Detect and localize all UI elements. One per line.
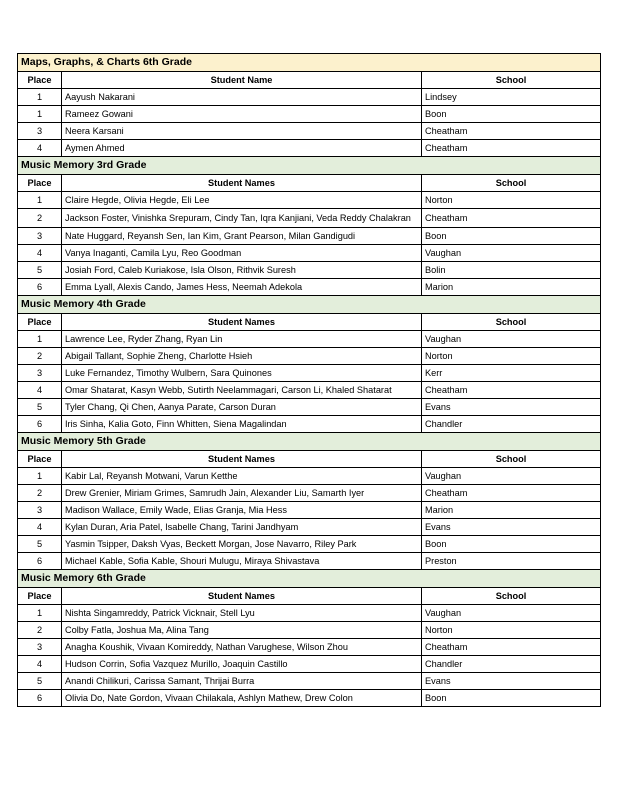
table-row bbox=[18, 485, 601, 502]
results-table bbox=[17, 53, 601, 707]
header-place: Place bbox=[18, 314, 62, 331]
place-cell: 3 bbox=[18, 228, 62, 245]
header-place: Place bbox=[18, 72, 62, 89]
place-cell: 2 bbox=[18, 209, 62, 228]
school-cell: Evans bbox=[422, 519, 601, 536]
school-cell: Boon bbox=[422, 228, 601, 245]
section-title: Music Memory 3rd Grade bbox=[18, 157, 601, 175]
place-cell: 5 bbox=[18, 262, 62, 279]
place-cell: 4 bbox=[18, 140, 62, 157]
table-row bbox=[18, 690, 601, 707]
student-names-cell: Rameez Gowani bbox=[62, 106, 422, 123]
table-row bbox=[18, 399, 601, 416]
place-cell: 6 bbox=[18, 416, 62, 433]
student-names-cell: Olivia Do, Nate Gordon, Vivaan Chilakala, Ashlyn Mathew, Drew Colon bbox=[62, 690, 422, 707]
place-cell: 1 bbox=[18, 331, 62, 348]
column-header-row bbox=[18, 72, 601, 89]
place-cell: 2 bbox=[18, 348, 62, 365]
header-student-names: Student Names bbox=[62, 588, 422, 605]
header-place: Place bbox=[18, 451, 62, 468]
place-cell: 1 bbox=[18, 106, 62, 123]
place-cell: 3 bbox=[18, 365, 62, 382]
school-cell: Vaughan bbox=[422, 468, 601, 485]
table-row bbox=[18, 262, 601, 279]
section-title-row bbox=[18, 570, 601, 588]
table-row bbox=[18, 519, 601, 536]
student-names-cell: Aayush Nakarani bbox=[62, 89, 422, 106]
student-names-cell: Luke Fernandez, Timothy Wulbern, Sara Quinones bbox=[62, 365, 422, 382]
section-title-row bbox=[18, 157, 601, 175]
table-row bbox=[18, 365, 601, 382]
table-row bbox=[18, 228, 601, 245]
school-cell: Vaughan bbox=[422, 605, 601, 622]
student-names-cell: Hudson Corrin, Sofia Vazquez Murillo, Joaquin Castillo bbox=[62, 656, 422, 673]
table-row bbox=[18, 140, 601, 157]
place-cell: 4 bbox=[18, 382, 62, 399]
student-names-cell: Aymen Ahmed bbox=[62, 140, 422, 157]
school-cell: Boon bbox=[422, 536, 601, 553]
student-names-cell: Vanya Inaganti, Camila Lyu, Reo Goodman bbox=[62, 245, 422, 262]
place-cell: 4 bbox=[18, 519, 62, 536]
table-row bbox=[18, 622, 601, 639]
header-school: School bbox=[422, 314, 601, 331]
table-row bbox=[18, 123, 601, 140]
section-title: Music Memory 4th Grade bbox=[18, 296, 601, 314]
place-cell: 5 bbox=[18, 536, 62, 553]
student-names-cell: Kabir Lal, Reyansh Motwani, Varun Ketthe bbox=[62, 468, 422, 485]
school-cell: Cheatham bbox=[422, 209, 601, 228]
student-names-cell: Kylan Duran, Aria Patel, Isabelle Chang, Tarini Jandhyam bbox=[62, 519, 422, 536]
header-school: School bbox=[422, 588, 601, 605]
place-cell: 1 bbox=[18, 89, 62, 106]
place-cell: 1 bbox=[18, 605, 62, 622]
student-names-cell: Yasmin Tsipper, Daksh Vyas, Beckett Morgan, Jose Navarro, Riley Park bbox=[62, 536, 422, 553]
column-header-row bbox=[18, 314, 601, 331]
place-cell: 2 bbox=[18, 485, 62, 502]
school-cell: Cheatham bbox=[422, 123, 601, 140]
table-row bbox=[18, 605, 601, 622]
place-cell: 2 bbox=[18, 622, 62, 639]
student-names-cell: Madison Wallace, Emily Wade, Elias Granja, Mia Hess bbox=[62, 502, 422, 519]
student-names-cell: Omar Shatarat, Kasyn Webb, Sutirth Neelammagari, Carson Li, Khaled Shatarat bbox=[62, 382, 422, 399]
place-cell: 1 bbox=[18, 192, 62, 209]
header-student-names: Student Name bbox=[62, 72, 422, 89]
header-place: Place bbox=[18, 175, 62, 192]
header-school: School bbox=[422, 175, 601, 192]
header-school: School bbox=[422, 451, 601, 468]
table-row bbox=[18, 89, 601, 106]
school-cell: Chandler bbox=[422, 416, 601, 433]
table-row bbox=[18, 639, 601, 656]
student-names-cell: Michael Kable, Sofia Kable, Shouri Mulugu, Miraya Shivastava bbox=[62, 553, 422, 570]
school-cell: Boon bbox=[422, 106, 601, 123]
school-cell: Norton bbox=[422, 622, 601, 639]
school-cell: Lindsey bbox=[422, 89, 601, 106]
header-student-names: Student Names bbox=[62, 314, 422, 331]
place-cell: 4 bbox=[18, 656, 62, 673]
table-row bbox=[18, 279, 601, 296]
table-row bbox=[18, 553, 601, 570]
school-cell: Cheatham bbox=[422, 382, 601, 399]
school-cell: Bolin bbox=[422, 262, 601, 279]
student-names-cell: Nate Huggard, Reyansh Sen, Ian Kim, Grant Pearson, Milan Gandigudi bbox=[62, 228, 422, 245]
school-cell: Vaughan bbox=[422, 245, 601, 262]
section-title: Music Memory 5th Grade bbox=[18, 433, 601, 451]
school-cell: Preston bbox=[422, 553, 601, 570]
table-row bbox=[18, 416, 601, 433]
column-header-row bbox=[18, 588, 601, 605]
school-cell: Evans bbox=[422, 399, 601, 416]
place-cell: 5 bbox=[18, 673, 62, 690]
place-cell: 1 bbox=[18, 468, 62, 485]
place-cell: 6 bbox=[18, 279, 62, 296]
student-names-cell: Emma Lyall, Alexis Cando, James Hess, Neemah Adekola bbox=[62, 279, 422, 296]
place-cell: 3 bbox=[18, 502, 62, 519]
school-cell: Chandler bbox=[422, 656, 601, 673]
student-names-cell: Anagha Koushik, Vivaan Komireddy, Nathan Varughese, Wilson Zhou bbox=[62, 639, 422, 656]
column-header-row bbox=[18, 451, 601, 468]
place-cell: 5 bbox=[18, 399, 62, 416]
school-cell: Norton bbox=[422, 348, 601, 365]
table-row bbox=[18, 468, 601, 485]
school-cell: Evans bbox=[422, 673, 601, 690]
place-cell: 3 bbox=[18, 639, 62, 656]
column-header-row bbox=[18, 175, 601, 192]
results-sheet bbox=[17, 53, 600, 707]
student-names-cell: Colby Fatla, Joshua Ma, Alina Tang bbox=[62, 622, 422, 639]
school-cell: Vaughan bbox=[422, 331, 601, 348]
school-cell: Cheatham bbox=[422, 485, 601, 502]
section-title-row bbox=[18, 296, 601, 314]
school-cell: Marion bbox=[422, 279, 601, 296]
table-row bbox=[18, 209, 601, 228]
student-names-cell: Drew Grenier, Miriam Grimes, Samrudh Jain, Alexander Liu, Samarth Iyer bbox=[62, 485, 422, 502]
place-cell: 6 bbox=[18, 553, 62, 570]
place-cell: 6 bbox=[18, 690, 62, 707]
section-title-row bbox=[18, 54, 601, 72]
school-cell: Cheatham bbox=[422, 140, 601, 157]
table-row bbox=[18, 106, 601, 123]
table-row bbox=[18, 536, 601, 553]
table-row bbox=[18, 673, 601, 690]
student-names-cell: Iris Sinha, Kalia Goto, Finn Whitten, Siena Magalindan bbox=[62, 416, 422, 433]
table-row bbox=[18, 331, 601, 348]
section-title: Maps, Graphs, & Charts 6th Grade bbox=[18, 54, 601, 72]
student-names-cell: Anandi Chilikuri, Carissa Samant, Thrijai Burra bbox=[62, 673, 422, 690]
student-names-cell: Jackson Foster, Vinishka Srepuram, Cindy Tan, Iqra Kanjiani, Veda Reddy Chalakran bbox=[62, 209, 422, 228]
school-cell: Boon bbox=[422, 690, 601, 707]
table-row bbox=[18, 656, 601, 673]
student-names-cell: Claire Hegde, Olivia Hegde, Eli Lee bbox=[62, 192, 422, 209]
header-school: School bbox=[422, 72, 601, 89]
place-cell: 3 bbox=[18, 123, 62, 140]
header-student-names: Student Names bbox=[62, 451, 422, 468]
student-names-cell: Tyler Chang, Qi Chen, Aanya Parate, Carson Duran bbox=[62, 399, 422, 416]
school-cell: Cheatham bbox=[422, 639, 601, 656]
student-names-cell: Abigail Tallant, Sophie Zheng, Charlotte Hsieh bbox=[62, 348, 422, 365]
header-place: Place bbox=[18, 588, 62, 605]
place-cell: 4 bbox=[18, 245, 62, 262]
school-cell: Norton bbox=[422, 192, 601, 209]
section-title-row bbox=[18, 433, 601, 451]
table-row bbox=[18, 245, 601, 262]
table-row bbox=[18, 382, 601, 399]
student-names-cell: Josiah Ford, Caleb Kuriakose, Isla Olson, Rithvik Suresh bbox=[62, 262, 422, 279]
table-row bbox=[18, 348, 601, 365]
table-row bbox=[18, 192, 601, 209]
section-title: Music Memory 6th Grade bbox=[18, 570, 601, 588]
student-names-cell: Neera Karsani bbox=[62, 123, 422, 140]
table-row bbox=[18, 502, 601, 519]
school-cell: Kerr bbox=[422, 365, 601, 382]
school-cell: Marion bbox=[422, 502, 601, 519]
header-student-names: Student Names bbox=[62, 175, 422, 192]
student-names-cell: Nishta Singamreddy, Patrick Vicknair, Stell Lyu bbox=[62, 605, 422, 622]
student-names-cell: Lawrence Lee, Ryder Zhang, Ryan Lin bbox=[62, 331, 422, 348]
